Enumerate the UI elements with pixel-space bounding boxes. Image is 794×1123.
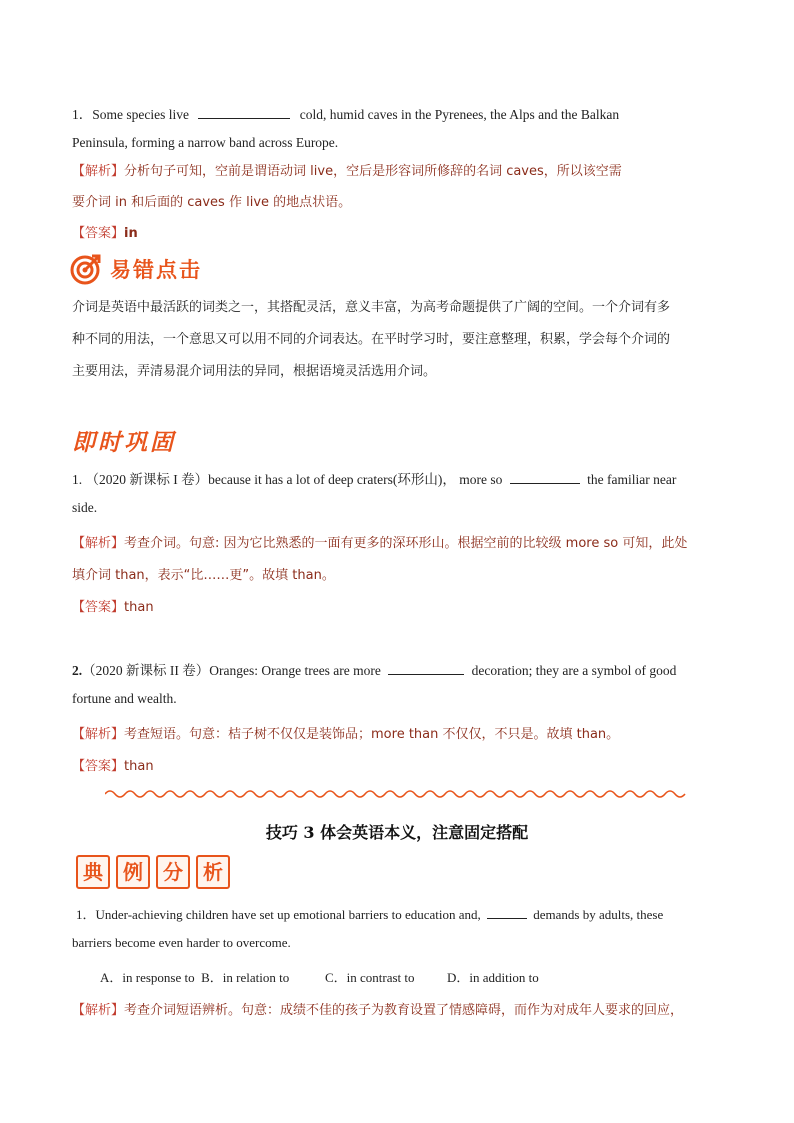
badge-char: 典 [76, 855, 110, 889]
blank [198, 106, 290, 119]
example-line2: barriers become even harder to overcome. [72, 935, 291, 950]
example-options: A．in response to B．in relation to C．in contrast to D．in addition to [100, 970, 539, 985]
q1-analysis-line2: 要介词 in 和后面的 caves 作 live 的地点状语。 [72, 195, 352, 210]
practice2-line1: 2.（2020 新课标 II 卷）Oranges: Orange trees are more decoration; they are a symbol of good [72, 663, 677, 678]
badge-char: 析 [196, 855, 230, 889]
target-icon [70, 253, 102, 285]
practice1-line1: 1. （2020 新课标 I 卷）because it has a lot of deep craters(环形山)， more so the familiar near [72, 472, 677, 487]
tip-heading: 易错点击 [70, 253, 202, 287]
tip-para-line2: 种不同的用法，一个意思又可以用不同的介词表达。在平时学习时，要注意整理，积累，学会每个介词的 [72, 332, 671, 347]
badge-char: 分 [156, 855, 190, 889]
example-analysis-line1: 【解析】考查介词短语辨析。句意：成绩不佳的孩子为教育设置了情感障碍，而作为对成年人要求的回应， [72, 1003, 684, 1018]
practice2-answer: 【答案】than [72, 759, 154, 774]
practice-heading: 即时巩固 [72, 430, 176, 456]
badge-char: 例 [116, 855, 150, 889]
tip-para-line3: 主要用法，弄清易混介词用法的异同，根据语境灵活选用介词。 [72, 364, 437, 379]
q1-answer: 【答案】in [72, 226, 138, 241]
q1-line1: 1．Some species live cold, humid caves in the Pyrenees, the Alps and the Balkan [72, 107, 620, 122]
tip-para-line1: 介词是英语中最活跃的词类之一，其搭配灵活，意义丰富，为高考命题提供了广阔的空间。一个介词有多 [72, 300, 671, 315]
section-title: 技巧 3 体会英语本义，注意固定搭配 [265, 823, 529, 842]
blank [487, 906, 527, 919]
wavy-divider [105, 788, 690, 800]
q1-analysis-line1: 【解析】分析句子可知，空前是谓语动词 live，空后是形容词所修辞的名词 caves，所以该空需 [72, 164, 622, 179]
practice1-line2: side. [72, 500, 98, 515]
practice1-analysis-line2: 填介词 than，表示“比……更”。故填 than。 [72, 568, 335, 583]
practice2-analysis-line1: 【解析】考查短语。句意：桔子树不仅仅是装饰品；more than 不仅仅，不只是。故填 than。 [72, 727, 620, 742]
blank [388, 662, 464, 675]
practice1-analysis-line1: 【解析】考查介词。句意: 因为它比熟悉的一面有更多的深环形山。根据空前的比较级 more so 可知，此处 [72, 536, 688, 551]
practice1-answer: 【答案】than [72, 600, 154, 615]
example-badge [76, 855, 236, 889]
practice2-line2: fortune and wealth. [72, 691, 177, 706]
q1-line2: Peninsula, forming a narrow band across Europe. [72, 135, 339, 150]
blank [510, 471, 580, 484]
example-line1: 1．Under-achieving children have set up emotional barriers to education and, demands by adults, these [76, 907, 664, 922]
